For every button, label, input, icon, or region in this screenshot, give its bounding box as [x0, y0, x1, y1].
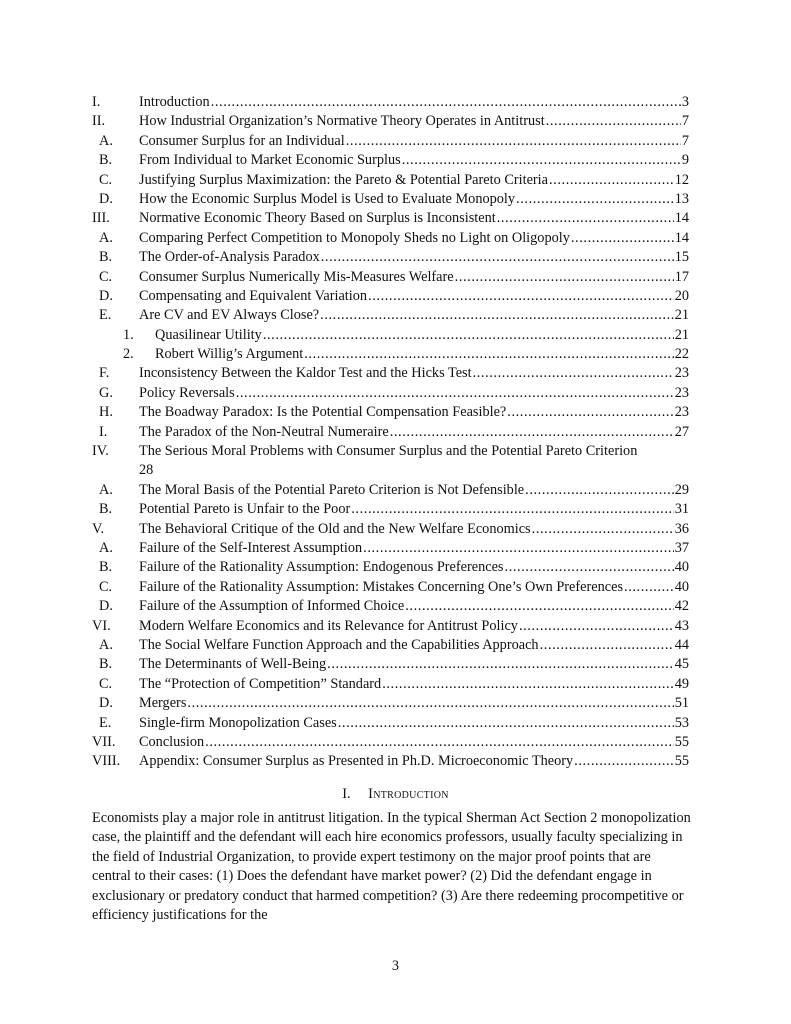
toc-entry[interactable] — [92, 151, 689, 170]
toc-entry[interactable] — [92, 597, 689, 616]
toc-entry-page: 22 — [674, 346, 689, 363]
dot-leader — [321, 248, 674, 267]
dot-leader — [624, 578, 674, 597]
toc-entry-title: The Paradox of the Non-Neutral Numeraire — [139, 423, 389, 440]
toc-entry-title: Appendix: Consumer Surplus as Presented in Ph.D. Microeconomic Theory — [139, 753, 574, 770]
toc-entry[interactable] — [92, 558, 689, 577]
dot-leader — [455, 268, 674, 287]
toc-entry[interactable] — [92, 403, 689, 422]
dot-leader — [497, 209, 674, 228]
toc-entry-title: How Industrial Organization’s Normative Theory Operates in Antitrust — [139, 113, 545, 130]
toc-entry-title: Consumer Surplus Numerically Mis-Measures Welfare — [139, 268, 454, 285]
dot-leader — [525, 481, 674, 500]
toc-entry[interactable] — [92, 112, 689, 131]
toc-entry-title: Modern Welfare Economics and its Relevance for Antitrust Policy — [139, 617, 518, 634]
toc-entry-title: The Moral Basis of the Potential Pareto Criterion is Not Defensible — [139, 481, 525, 498]
toc-entry-page: 40 — [674, 559, 689, 576]
dot-leader — [363, 539, 674, 558]
toc-entry-number: A. — [99, 229, 113, 246]
toc-entry[interactable] — [92, 326, 689, 345]
toc-entry-number: I. — [99, 423, 108, 440]
toc-entry-number: H. — [99, 404, 113, 421]
toc-entry[interactable] — [92, 481, 689, 500]
dot-leader — [236, 384, 674, 403]
toc-entry[interactable] — [92, 423, 689, 442]
dot-leader — [338, 714, 674, 733]
toc-entry[interactable] — [92, 539, 689, 558]
dot-leader — [327, 655, 674, 674]
toc-entry-page: 28 — [139, 462, 154, 479]
toc-entry-page: 23 — [674, 384, 689, 401]
toc-entry-page: 55 — [674, 753, 689, 770]
toc-entry[interactable] — [92, 171, 689, 190]
toc-entry-page: 17 — [674, 268, 689, 285]
toc-entry-number: III. — [92, 210, 110, 227]
toc-entry-number: A. — [99, 481, 113, 498]
dot-leader — [571, 229, 674, 248]
dot-leader — [473, 364, 674, 383]
toc-entry-page: 20 — [674, 287, 689, 304]
toc-entry-title: The Social Welfare Function Approach and the Capabilities Approach — [139, 636, 539, 653]
dot-leader — [205, 733, 674, 752]
toc-entry-number: B. — [99, 559, 113, 576]
toc-entry[interactable] — [92, 617, 689, 636]
dot-leader — [519, 617, 674, 636]
toc-entry[interactable] — [92, 248, 689, 267]
toc-entry-number: C. — [99, 268, 113, 285]
dot-leader — [405, 597, 673, 616]
toc-entry[interactable] — [92, 364, 689, 383]
toc-entry[interactable] — [92, 675, 689, 694]
toc-entry-title: Failure of the Rationality Assumption: Mistakes Concerning One’s Own Preferences — [139, 578, 624, 595]
dot-leader — [320, 306, 674, 325]
toc-entry-number: IV. — [92, 443, 109, 460]
toc-entry[interactable] — [92, 384, 689, 403]
toc-entry-title: The Boadway Paradox: Is the Potential Compensation Feasible? — [139, 404, 507, 421]
toc-entry-page: 55 — [674, 733, 689, 750]
toc-entry-page: 7 — [681, 113, 689, 130]
toc-entry-page: 43 — [674, 617, 689, 634]
toc-entry-title: Compensating and Equivalent Variation — [139, 287, 368, 304]
toc-entry-number: 2. — [123, 346, 134, 363]
dot-leader — [390, 423, 674, 442]
dot-leader — [549, 171, 674, 190]
toc-entry-page: 31 — [674, 501, 689, 518]
toc-entry-number: B. — [99, 501, 113, 518]
toc-entry[interactable] — [92, 578, 689, 597]
section-number: I. — [342, 786, 351, 802]
toc-entry-number: II. — [92, 113, 106, 130]
toc-entry-number: A. — [99, 132, 113, 149]
toc-entry-number: I. — [92, 94, 101, 110]
toc-entry-page: 12 — [674, 171, 689, 188]
toc-entry-page: 29 — [674, 481, 689, 498]
toc-entry-page: 14 — [674, 210, 689, 227]
toc-entry-number: A. — [99, 540, 113, 556]
toc-entry-page: 44 — [674, 636, 689, 653]
toc-entry-page: 7 — [681, 132, 689, 149]
toc-entry-title: The “Protection of Competition” Standard — [139, 675, 382, 692]
toc-entry-title: Failure of the Self-Interest Assumption — [139, 540, 363, 556]
dot-leader — [516, 190, 674, 209]
toc-entry[interactable] — [92, 655, 689, 674]
toc-entry-number: VII. — [92, 733, 116, 750]
toc-entry-number: B. — [99, 656, 113, 673]
toc-entry-number: VIII. — [92, 753, 121, 770]
toc-entry-title: Consumer Surplus for an Individual — [139, 132, 345, 149]
dot-leader — [546, 112, 681, 131]
table-of-contents — [92, 93, 689, 772]
toc-entry-title: Quasilinear Utility — [155, 326, 262, 343]
toc-entry-title: Mergers — [139, 695, 187, 712]
toc-entry-title: Potential Pareto is Unfair to the Poor — [139, 501, 351, 518]
toc-entry-title: Comparing Perfect Competition to Monopoly Sheds no Light on Oligopoly — [139, 229, 570, 246]
toc-entry-number: VI. — [92, 617, 111, 634]
toc-entry-number: B. — [99, 249, 113, 266]
toc-entry-number: B. — [99, 152, 113, 169]
toc-entry-page: 36 — [674, 520, 689, 537]
toc-entry-number: D. — [99, 695, 113, 712]
toc-entry-number: D. — [99, 598, 113, 615]
toc-entry[interactable] — [92, 268, 689, 287]
section-title: Introduction — [368, 786, 449, 802]
toc-entry-title: Are CV and EV Always Close? — [139, 307, 320, 324]
toc-entry-page: 21 — [674, 307, 689, 324]
toc-entry-title: The Order-of-Analysis Paradox — [139, 249, 320, 266]
toc-entry-title: The Determinants of Well-Being — [139, 656, 327, 673]
toc-entry-title: Inconsistency Between the Kaldor Test and the Hicks Test — [139, 365, 472, 382]
dot-leader — [532, 520, 674, 539]
toc-entry[interactable] — [92, 714, 689, 733]
toc-entry[interactable] — [92, 132, 689, 151]
toc-entry-page: 49 — [674, 675, 689, 692]
toc-entry[interactable] — [92, 190, 689, 209]
toc-entry-title: Robert Willig’s Argument — [155, 346, 304, 363]
toc-entry-page: 51 — [674, 695, 689, 712]
dot-leader — [187, 694, 673, 713]
dot-leader — [346, 132, 681, 151]
toc-entry-page: 23 — [674, 365, 689, 382]
toc-entry-page: 23 — [674, 404, 689, 421]
toc-entry-number: F. — [99, 365, 110, 382]
toc-entry-page: 15 — [674, 249, 689, 266]
toc-entry-number: E. — [99, 307, 112, 324]
toc-entry-number: E. — [99, 714, 112, 731]
dot-leader — [402, 151, 681, 170]
toc-entry[interactable] — [92, 287, 689, 306]
dot-leader — [507, 403, 673, 422]
toc-entry-title: Policy Reversals — [139, 384, 235, 401]
page-number: 3 — [391, 958, 400, 974]
toc-entry[interactable] — [92, 229, 689, 248]
toc-entry-page: 53 — [674, 714, 689, 731]
dot-leader — [304, 345, 673, 364]
toc-entry[interactable] — [92, 306, 689, 325]
toc-entry[interactable] — [92, 752, 689, 771]
dot-leader — [505, 558, 674, 577]
toc-entry[interactable] — [92, 345, 689, 364]
dot-leader — [211, 93, 681, 112]
toc-entry-page: 27 — [674, 423, 689, 440]
toc-entry-page: 9 — [681, 152, 689, 169]
dot-leader — [540, 636, 674, 655]
toc-entry-number: D. — [99, 190, 113, 207]
toc-entry-title: The Behavioral Critique of the Old and the New Welfare Economics — [139, 520, 531, 537]
toc-entry-number: D. — [99, 287, 113, 304]
toc-entry-title: Conclusion — [139, 733, 205, 750]
toc-entry[interactable] — [92, 500, 689, 519]
toc-entry[interactable] — [92, 520, 689, 539]
toc-entry-title: How the Economic Surplus Model is Used to Evaluate Monopoly — [139, 190, 516, 207]
toc-entry-number: C. — [99, 675, 113, 692]
toc-entry-page: 40 — [674, 578, 689, 595]
body-paragraph: Economists play a major role in antitrust litigation. In the typical Sherman Act Section 2 monopolization case, the plaintiff and the defendant will each hire economics professors, usually faculty specializing in the field of Industrial Organization, to provide expert testimony on the major proof points that are central to their cases: (1) Does the defendant have market power? (2) Did the defendant engage in exclusionary or predatory conduct that harmed competition? (3) Are there redeeming procompetitive or efficiency justifications for the — [92, 810, 691, 924]
toc-entry-page: 45 — [674, 656, 689, 673]
dot-leader — [351, 500, 673, 519]
dot-leader — [574, 752, 674, 771]
toc-entry-page: 42 — [674, 598, 689, 615]
toc-entry[interactable] — [92, 733, 689, 752]
toc-entry-number: C. — [99, 578, 113, 595]
toc-entry-number: 1. — [123, 326, 134, 343]
dot-leader — [368, 287, 674, 306]
toc-entry-title: Normative Economic Theory Based on Surplus is Inconsistent — [139, 210, 496, 227]
toc-entry[interactable] — [92, 636, 689, 655]
toc-entry-title: From Individual to Market Economic Surplus — [139, 152, 401, 169]
toc-entry[interactable] — [92, 694, 689, 713]
toc-entry-number: V. — [92, 520, 105, 537]
toc-entry-page: 37 — [674, 540, 689, 556]
toc-entry-title: Introduction — [139, 94, 210, 110]
dot-leader — [382, 675, 674, 694]
toc-entry-number: C. — [99, 171, 113, 188]
toc-entry-page: 21 — [674, 326, 689, 343]
toc-entry[interactable] — [92, 209, 689, 228]
toc-entry[interactable] — [92, 442, 689, 481]
toc-entry-title: Failure of the Assumption of Informed Choice — [139, 598, 405, 615]
toc-entry-title: The Serious Moral Problems with Consumer Surplus and the Potential Pareto Criterion — [139, 443, 638, 460]
section-heading — [0, 786, 791, 803]
toc-entry-title: Single-firm Monopolization Cases — [139, 714, 337, 731]
toc-entry-title: Justifying Surplus Maximization: the Pareto & Potential Pareto Criteria — [139, 171, 548, 188]
toc-entry-page: 3 — [681, 94, 689, 110]
toc-entry-title: Failure of the Rationality Assumption: Endogenous Preferences — [139, 559, 504, 576]
dot-leader — [263, 326, 674, 345]
toc-entry-page: 13 — [674, 190, 689, 207]
toc-entry[interactable] — [92, 93, 689, 112]
toc-entry-number: A. — [99, 636, 113, 653]
toc-entry-page: 14 — [674, 229, 689, 246]
toc-entry-number: G. — [99, 384, 113, 401]
